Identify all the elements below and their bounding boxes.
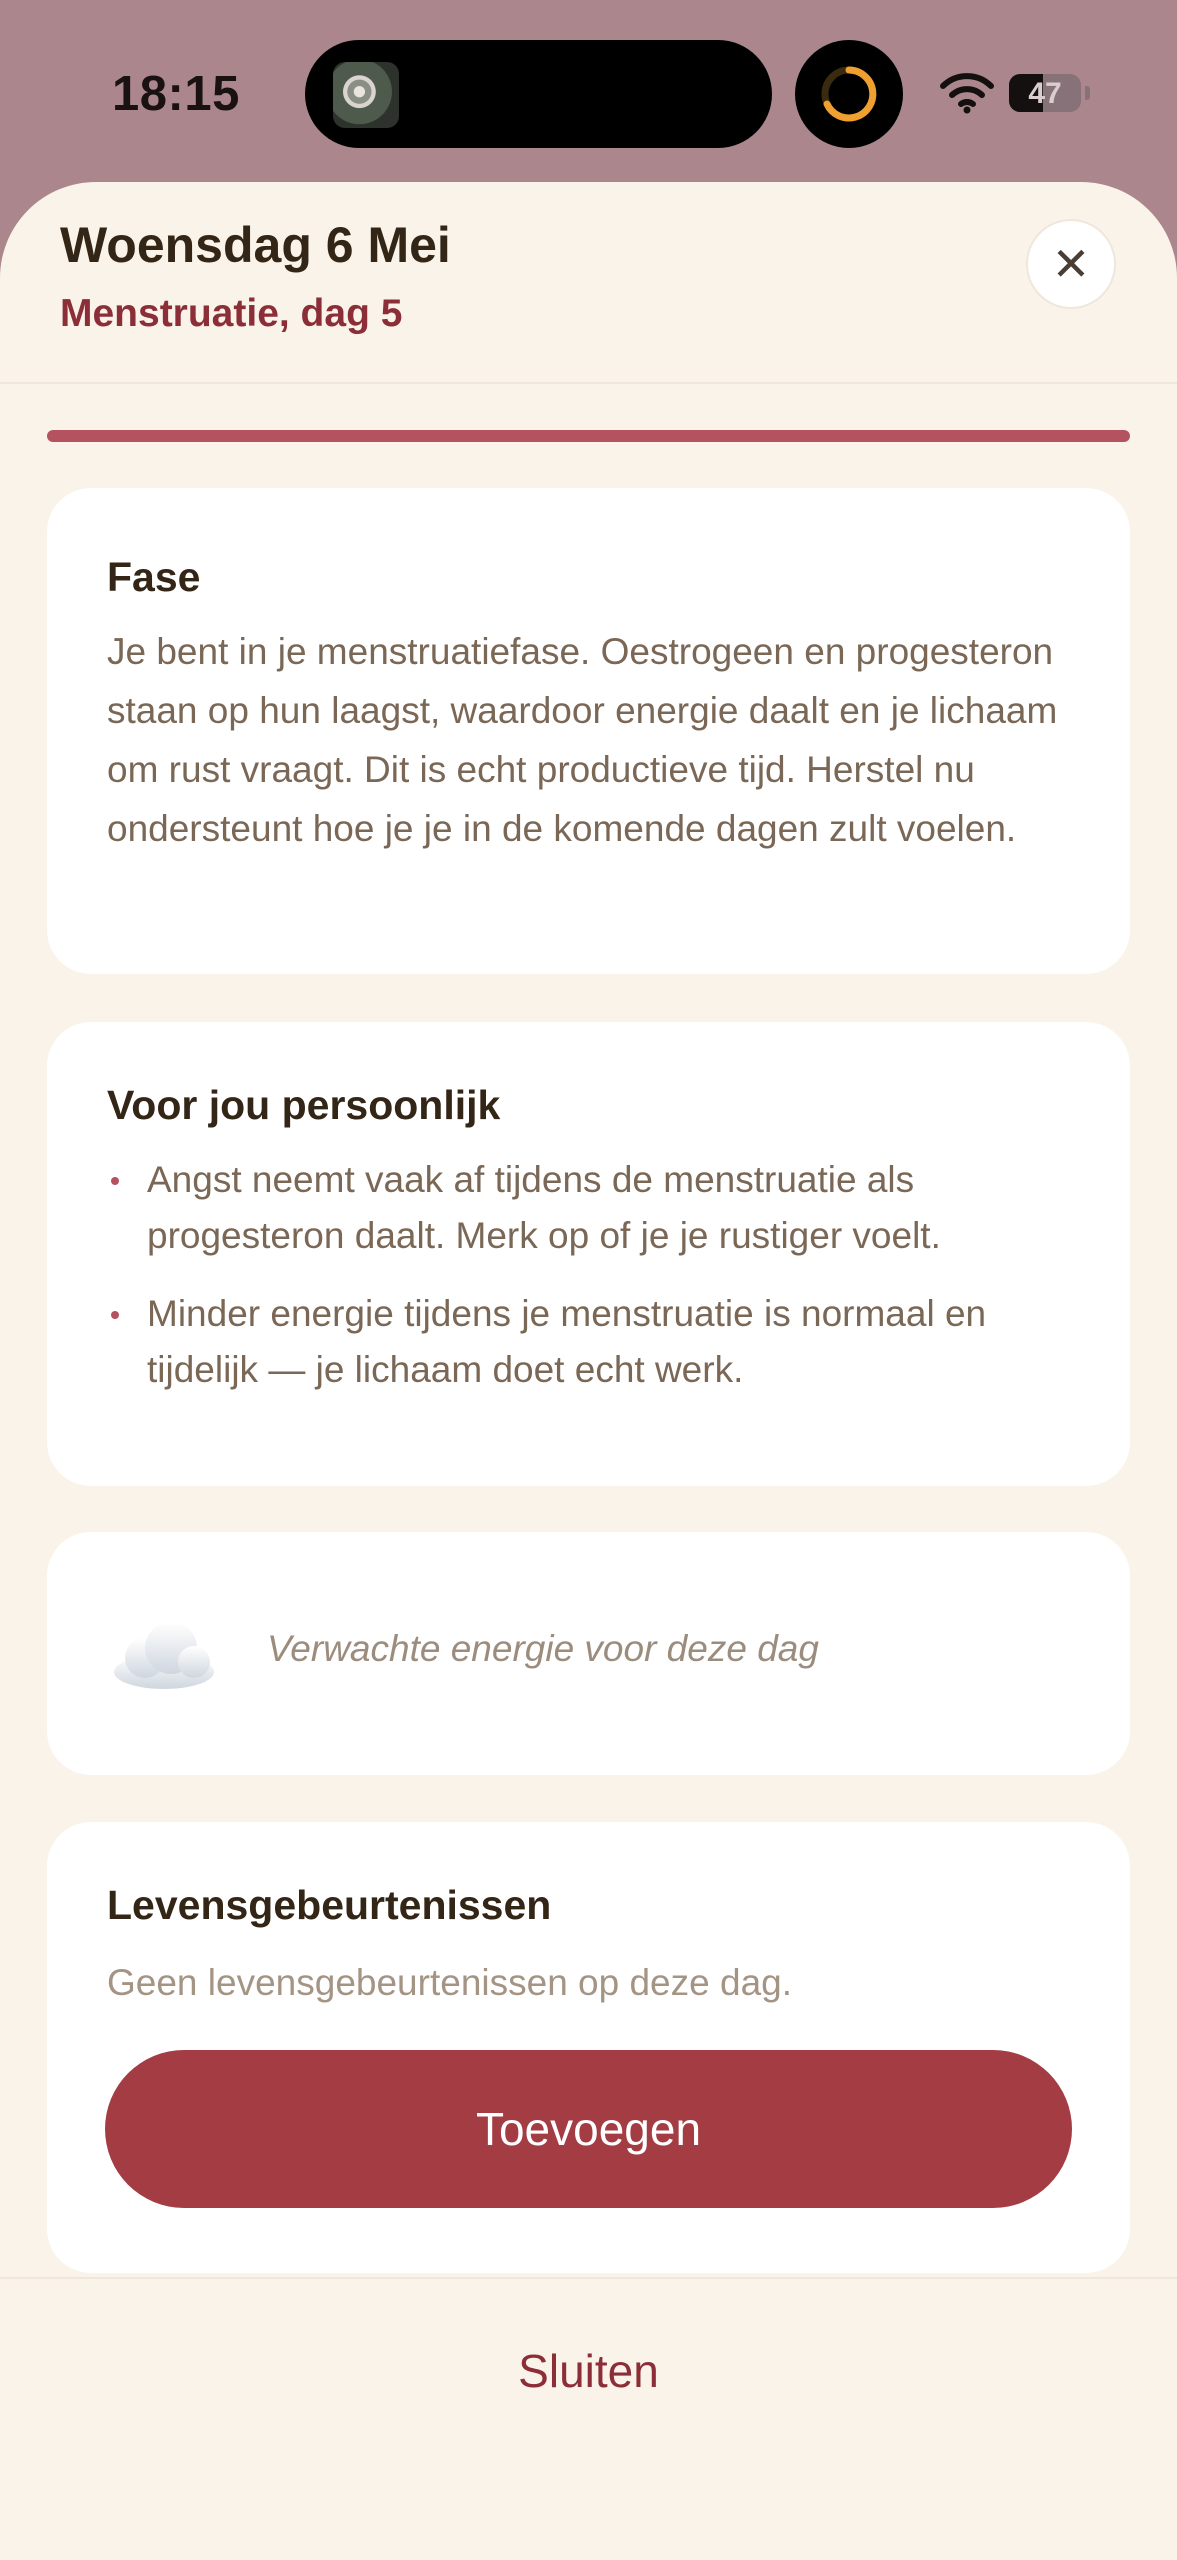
life-events-card xyxy=(47,1822,1130,2273)
energy-card[interactable] xyxy=(47,1532,1130,1775)
phase-title: Fase xyxy=(107,554,201,600)
battery-tip xyxy=(1085,86,1090,100)
list-item-text: Angst neemt vaak af tijdens de menstruatie als progesteron daalt. Merk op of je je rustiger voelt. xyxy=(147,1159,941,1256)
activity-indicator[interactable] xyxy=(795,40,903,148)
list-item xyxy=(107,1286,1097,1398)
album-art-thumbnail[interactable] xyxy=(333,62,399,128)
sheet-header xyxy=(0,182,1177,384)
cycle-progress-bar xyxy=(47,430,1130,442)
bullet-icon xyxy=(111,1311,119,1319)
status-bar xyxy=(0,0,1177,190)
life-events-empty-text: Geen levensgebeurtenissen op deze dag. xyxy=(107,1962,793,2003)
personal-list xyxy=(107,1152,1097,1420)
energy-placeholder: Verwachte energie voor deze dag xyxy=(267,1628,819,1669)
wifi-icon xyxy=(940,70,994,114)
personal-card xyxy=(47,1022,1130,1486)
day-detail-sheet xyxy=(0,182,1177,2560)
life-events-title: Levensgebeurtenissen xyxy=(107,1882,552,1928)
battery-icon xyxy=(1009,74,1081,112)
cycle-subtitle: Menstruatie, dag 5 xyxy=(60,292,403,335)
status-time: 18:15 xyxy=(112,67,240,121)
dynamic-island[interactable] xyxy=(305,40,772,148)
phase-description: Je bent in je menstruatiefase. Oestrogeen en progesteron staan op hun laagst, waardoor energie daalt en je lichaam om rust vraagt. Dit is echt productieve tijd. Herstel nu ondersteunt hoe je je in de komende dagen zult voelen. xyxy=(107,631,1058,849)
footer-divider xyxy=(0,2277,1177,2279)
list-item xyxy=(107,1152,1097,1264)
list-item-text: Minder energie tijdens je menstruatie is normaal en tijdelijk — je lichaam doet echt werk. xyxy=(147,1293,987,1390)
close-text-button[interactable]: Sluiten xyxy=(518,2345,659,2397)
cloud-icon xyxy=(109,1612,219,1692)
bullet-icon xyxy=(111,1177,119,1185)
personal-title: Voor jou persoonlijk xyxy=(107,1082,501,1128)
close-button[interactable] xyxy=(1026,219,1116,309)
activity-ring-icon xyxy=(819,64,879,124)
page-title: Woensdag 6 Mei xyxy=(60,217,451,273)
add-button[interactable]: Toevoegen xyxy=(105,2050,1072,2208)
close-icon: ✕ xyxy=(1051,238,1091,290)
phase-card xyxy=(47,488,1130,974)
battery-percentage: 47 xyxy=(1028,77,1062,110)
